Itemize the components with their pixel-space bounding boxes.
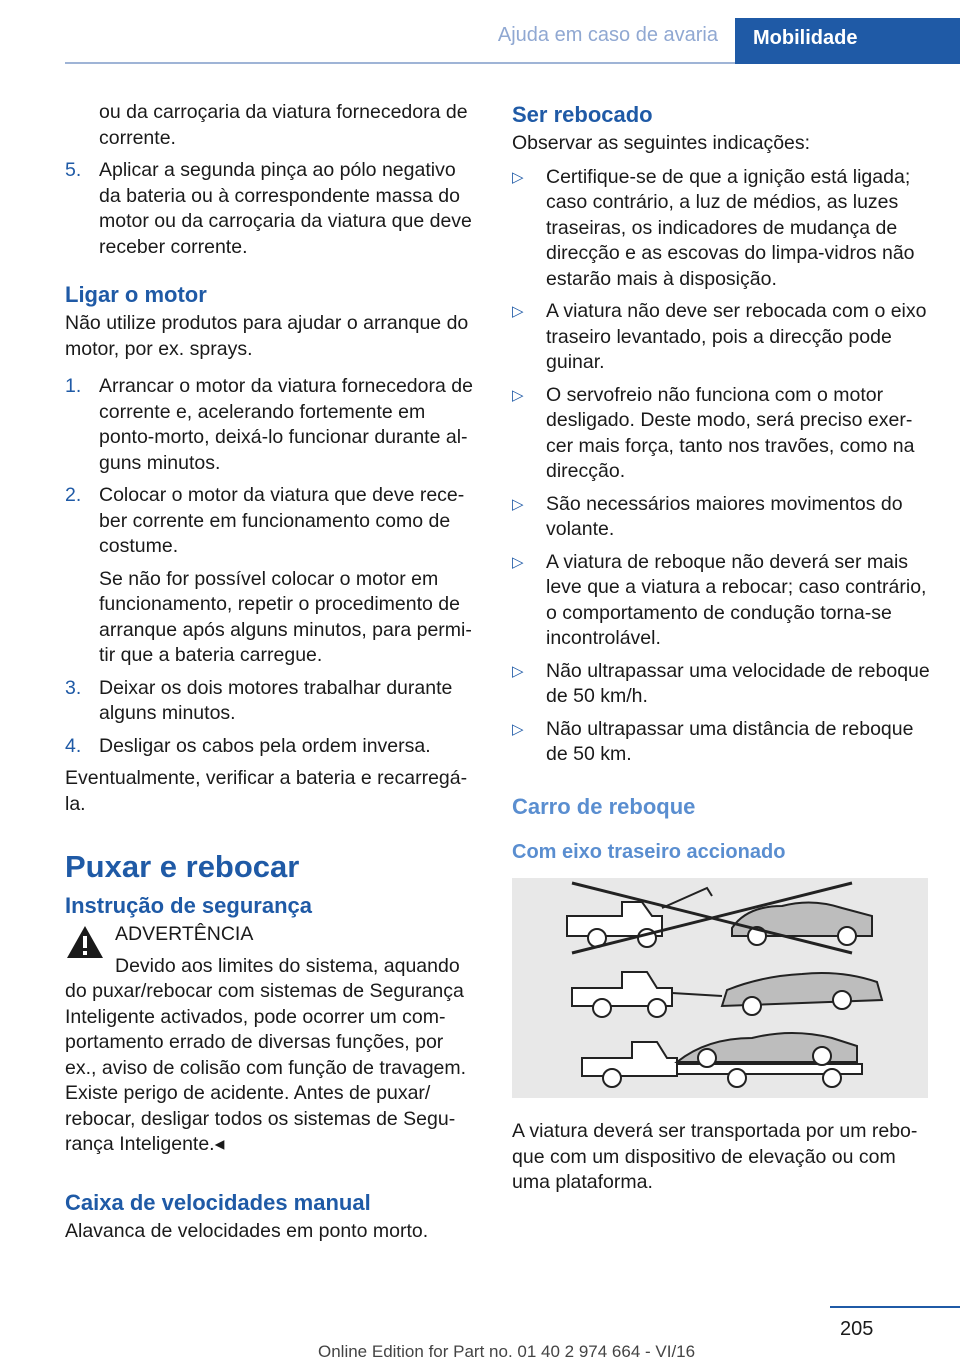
list-item-text: Não ultrapassar uma velocidade de reboque de 50 km/h. <box>546 659 930 707</box>
figure-caption: A viatura deverá ser transportada por um reboque com um dispositivo de elevação ou com uma plataforma. <box>512 1120 918 1193</box>
header-chapter-label: Mobilidade <box>753 27 858 49</box>
step-text: Arrancar o motor da viatura fornecedora de corrente e, acelerando fortemente em ponto-morto, deixá-lo funcionar durante alguns minutos. <box>99 375 473 474</box>
step-number: 5. <box>65 159 82 181</box>
list-item <box>512 550 932 652</box>
step2-extra: Se não for possível colocar o motor em funcionamento, repetir o procedimento de arranque após alguns minutos, para permitir que a bateria carregue. <box>99 567 472 666</box>
header-section-title: Ajuda em caso de avaria <box>497 24 718 46</box>
step-text: Aplicar a segunda pinça ao pólo negativo da bateria ou à correspondente massa do motor ou da carroçaria da viatura que deve receber corrente. <box>99 159 472 258</box>
step-item <box>65 734 480 760</box>
list-item <box>512 299 932 376</box>
step-text: Desligar os cabos pela ordem inversa. <box>99 734 431 757</box>
step-item <box>65 374 480 476</box>
step-item <box>65 676 480 727</box>
heading-eixo-traseiro: Com eixo traseiro accionado <box>512 840 786 863</box>
step-number: 4. <box>65 734 82 757</box>
triangle-bullet-icon: ▷ <box>512 553 524 571</box>
heading-carro-reboque: Carro de reboque <box>512 793 696 819</box>
list-item <box>512 492 932 543</box>
warning-title: ADVERTÊNCIA <box>115 923 254 945</box>
footer-rule <box>830 1306 960 1308</box>
heading-ligar-motor: Ligar o motor <box>65 282 207 307</box>
towing-illustration <box>512 878 928 1098</box>
step-number: 2. <box>65 484 82 506</box>
edition-footer: Online Edition for Part no. 01 40 2 974 664 - VI/16 <box>318 1342 696 1361</box>
triangle-bullet-icon: ▷ <box>512 303 524 320</box>
list-item-text: A viatura não deve ser rebocada com o eixo traseiro levantado, pois a direcção pode guinar. <box>546 300 927 373</box>
warning-triangle-icon <box>65 924 105 960</box>
heading-puxar-rebocar: Puxar e rebocar <box>65 849 300 884</box>
step-text: Colocar o motor da viatura que deve receber corrente em funcionamento como de costume. <box>99 484 465 557</box>
right-column <box>512 100 932 1196</box>
list-item-text: Não ultrapassar uma distância de reboque de 50 km. <box>546 717 914 765</box>
triangle-bullet-icon: ▷ <box>512 495 524 513</box>
step4-continuation: ou da carroçaria da viatura fornecedora de corrente. <box>99 101 468 149</box>
step-item <box>65 483 480 560</box>
list-item-text: A viatura de reboque não deverá ser mais leve que a viatura a rebocar; caso contrário, o comportamento de condução torna-se incontrolável. <box>546 550 927 649</box>
step-number: 3. <box>65 676 82 699</box>
list-item-text: O servofreio não funciona com o motor desligado. Deste modo, será preciso exercer mais força, tanto nos travões, como na direcção. <box>546 383 915 482</box>
ligar-intro: Não utilize produtos para ajudar o arranque do motor, por ex. sprays. <box>65 312 469 360</box>
heading-ser-rebocado: Ser rebocado <box>512 102 653 127</box>
step-number: 1. <box>65 375 82 397</box>
page-number: 205 <box>840 1318 874 1340</box>
triangle-bullet-icon: ▷ <box>512 168 524 186</box>
list-item <box>512 165 932 293</box>
left-column <box>65 100 480 1244</box>
triangle-bullet-icon: ▷ <box>512 720 524 738</box>
eventual-note: Eventualmente, verificar a bateria e recarregá-la. <box>65 767 468 815</box>
heading-instrucao-seguranca: Instrução de segurança <box>65 893 312 918</box>
caixa-text: Alavanca de velocidades em ponto morto. <box>65 1219 429 1242</box>
warning-body: Devido aos limites do sistema, aquando do puxar/rebocar com sistemas de Segurança Inteligente activados, pode ocorrer um comportamento errado de diversas funções, por ex., aviso de colisão com função de travagem. Existe perigo de acidente. Antes de puxar/ rebocar, desligar todos os sistemas de Segurança Inteligente.◂ <box>65 954 467 1155</box>
step-item <box>65 158 480 260</box>
list-item-text: São necessários maiores movimentos do volante. <box>546 492 903 540</box>
triangle-bullet-icon: ▷ <box>512 386 524 404</box>
list-item-text: Certifique-se de que a ignição está ligada; caso contrário, a luz de médios, as luzes traseiras, os indicadores de mudança de direcção e as escovas do limpa-vidros não estarão mais à disposição. <box>546 165 915 290</box>
header-chapter-tab[interactable] <box>735 18 960 64</box>
step-text: Deixar os dois motores trabalhar durante alguns minutos. <box>99 676 453 724</box>
warning-box <box>65 922 480 1158</box>
ser-intro: Observar as seguintes indicações: <box>512 132 811 154</box>
list-item <box>512 717 932 768</box>
list-item <box>512 659 932 710</box>
list-item <box>512 383 932 485</box>
heading-caixa-velocidades: Caixa de velocidades manual <box>65 1189 371 1215</box>
triangle-bullet-icon: ▷ <box>512 662 524 680</box>
